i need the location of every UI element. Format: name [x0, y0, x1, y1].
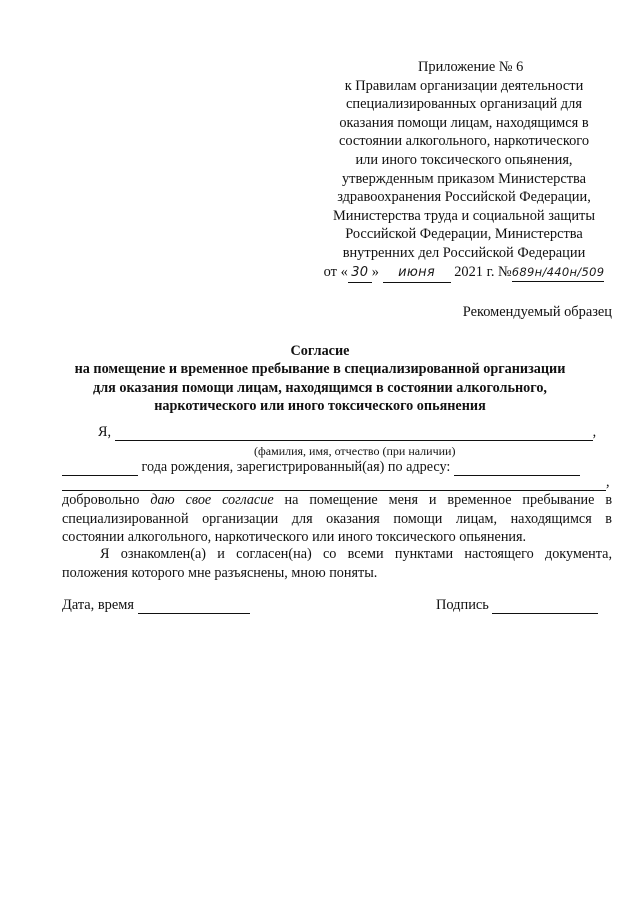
- birth-year-label: года рождения, зарегистрированный(ая) по адресу:: [141, 459, 451, 475]
- address-field-2[interactable]: [62, 474, 606, 491]
- title-heading: Согласие: [290, 343, 350, 359]
- appendix-header: [318, 58, 610, 283]
- order-number-handwritten: 689н/440н/509: [512, 263, 605, 283]
- date-mid: »: [371, 263, 379, 280]
- appendix-line: здравоохранения Российской Федерации,: [337, 189, 591, 206]
- date-time-row: [62, 597, 250, 614]
- title-line: для оказания помощи лицам, находящимся в состоянии алкогольного,: [93, 379, 547, 396]
- name-row: [98, 424, 618, 441]
- signature-label: Подпись: [436, 597, 489, 613]
- title-line: на помещение и временное пребывание в специализированной организации: [74, 361, 566, 378]
- signature-row: [436, 597, 598, 614]
- i-label: Я,: [98, 424, 112, 440]
- consent-emphasis: даю свое согласие: [150, 492, 274, 508]
- recommended-sample-label: Рекомендуемый образец: [462, 304, 612, 320]
- consent-text: добровольно: [62, 492, 140, 508]
- name-comma: ,: [592, 424, 597, 440]
- appendix-line: специализированных организаций для: [346, 96, 582, 113]
- order-month-handwritten: июня: [383, 264, 451, 284]
- order-day-handwritten: 30: [348, 264, 372, 284]
- appendix-line: утвержденным приказом Министерства: [341, 170, 586, 187]
- order-date-line: [318, 263, 610, 284]
- address-comma: ,: [606, 474, 610, 490]
- acknowledge-line-2: положения которого мне разъяснены, мною поняты.: [62, 564, 378, 581]
- title-line: наркотического или иного токсического опьянения: [154, 398, 486, 415]
- appendix-line: состоянии алкогольного, наркотического: [338, 133, 590, 150]
- appendix-line: Министерства труда и социальной защиты: [332, 207, 596, 224]
- order-year-label: 2021 г. №: [454, 263, 512, 280]
- appendix-line: к Правилам организации деятельности: [344, 77, 584, 94]
- date-time-label: Дата, время: [62, 597, 134, 613]
- appendix-line: или иного токсического опьянения,: [355, 151, 573, 168]
- consent-line-3: состоянии алкогольного, наркотического или иного токсического опьянения.: [62, 529, 527, 546]
- consent-text: на помещение меня и временное пребывание в: [284, 492, 613, 508]
- acknowledge-line-1: Я ознакомлен(а) и согласен(на) со всеми пунктами настоящего документа,: [100, 546, 612, 562]
- appendix-line: Российской Федерации, Министерства: [345, 226, 583, 243]
- signature-field[interactable]: [492, 597, 598, 614]
- appendix-number: Приложение № 6: [418, 59, 524, 75]
- consent-paragraph: [62, 491, 612, 547]
- address-row-2: [62, 474, 612, 491]
- date-time-field[interactable]: [138, 597, 250, 614]
- consent-line-1: [62, 491, 612, 510]
- consent-line-2: специализированной организации для оказания помощи лицам, находящимся в: [62, 510, 612, 527]
- acknowledge-paragraph: [62, 545, 612, 582]
- document-title: [40, 342, 600, 416]
- name-caption: (фамилия, имя, отчество (при наличии): [254, 444, 456, 458]
- appendix-line: внутренних дел Российской Федерации: [342, 244, 586, 261]
- full-name-field[interactable]: [115, 424, 593, 441]
- appendix-line: оказания помощи лицам, находящимся в: [339, 114, 589, 131]
- date-prefix: от «: [323, 263, 348, 280]
